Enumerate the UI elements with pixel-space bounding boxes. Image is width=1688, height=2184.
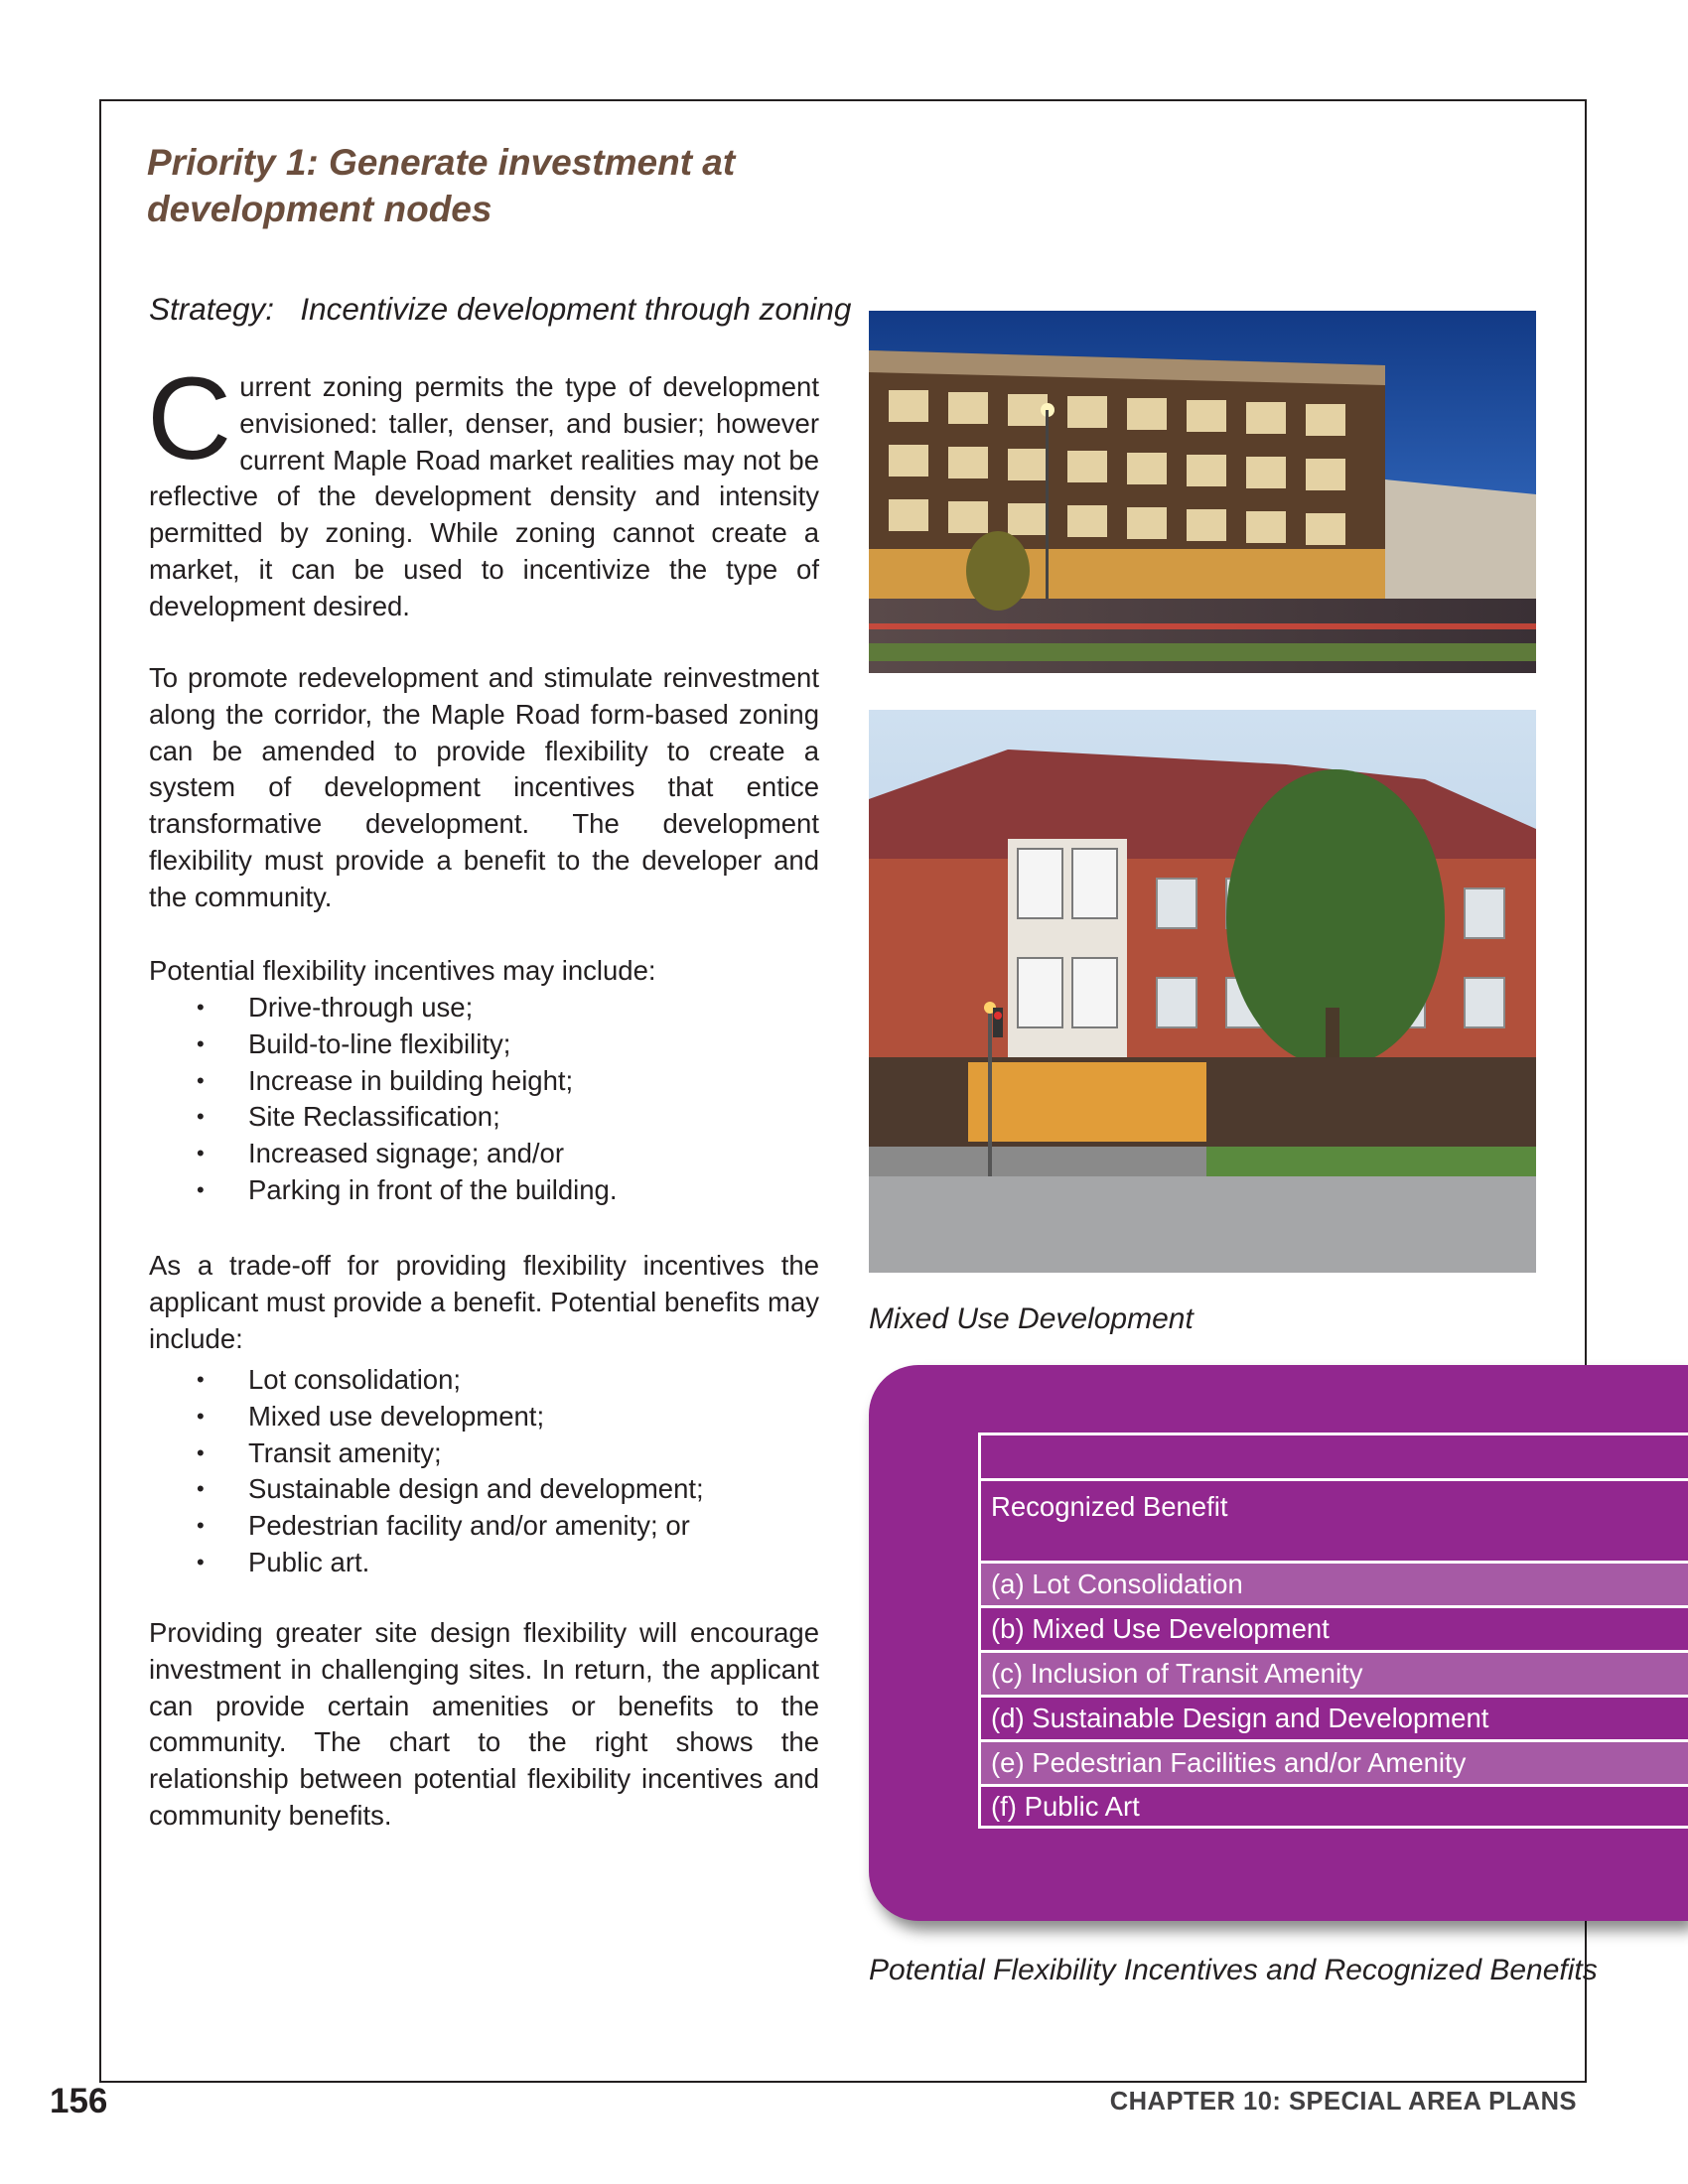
table-cell: (d) Sustainable Design and Development (991, 1703, 1489, 1733)
table-row (981, 1561, 1688, 1605)
photo-brick-building (869, 710, 1536, 1273)
table-row (981, 1739, 1688, 1784)
table-row (981, 1605, 1688, 1650)
table-header-label: Recognized Benefit (991, 1491, 1228, 1522)
chapter-footer: CHAPTER 10: SPECIAL AREA PLANS (1109, 2088, 1577, 2116)
heading-line-1: Priority 1: Generate investment at (147, 142, 736, 183)
drop-cap: C (147, 353, 232, 484)
benefits-table (978, 1433, 1688, 1829)
intro-paragraph (147, 353, 819, 625)
list-item: • Site Reclassification; (149, 1099, 819, 1136)
table-cell: (c) Inclusion of Transit Amenity (991, 1658, 1363, 1689)
list-item: • Mixed use development; (149, 1399, 819, 1435)
incentives-list (149, 990, 819, 1209)
table-cell: (a) Lot Consolidation (991, 1569, 1243, 1599)
table-row (981, 1650, 1688, 1695)
photo-modern-building (869, 311, 1536, 673)
benefits-list (149, 1362, 819, 1581)
table-caption: Potential Flexibility Incentives and Recognized Benefits (869, 1954, 1598, 1986)
table-cell: (b) Mixed Use Development (991, 1613, 1330, 1644)
intro-text: urrent zoning permits the type of development envisioned: taller, denser, and busier; however current Maple Road market realities may not be reflective of the development density and intensity permitted by zoning. While zoning cannot create a market, it can be used to incentivize the type of development desired. (149, 371, 819, 621)
heading-line-2: development nodes (147, 189, 492, 229)
section-heading (147, 139, 862, 232)
list-item: • Sustainable design and development; (149, 1471, 819, 1508)
table-row (981, 1784, 1688, 1829)
list-item: • Transit amenity; (149, 1435, 819, 1472)
table-header (981, 1478, 1688, 1561)
table-blank-row (981, 1433, 1688, 1478)
list-item: • Increase in building height; (149, 1063, 819, 1100)
closing-paragraph: Providing greater site design flexibility will encourage investment in challenging sites. In return, the applicant can provide certain amenities or benefits to the community. The chart to the right shows the relationship between potential flexibility incentives and community benefits. (149, 1617, 819, 1831)
table-row (981, 1695, 1688, 1739)
tradeoff-paragraph: As a trade-off for providing flexibility incentives the applicant must provide a benefit. Potential benefits may include: (149, 1250, 819, 1354)
list-item: • Increased signage; and/or (149, 1136, 819, 1172)
table-cell: (e) Pedestrian Facilities and/or Amenity (991, 1747, 1467, 1778)
photo-caption: Mixed Use Development (869, 1302, 1194, 1335)
list-item: • Public art. (149, 1545, 819, 1581)
benefits-panel (869, 1365, 1688, 1921)
incentives-intro: Potential flexibility incentives may include: (149, 955, 656, 986)
promote-paragraph: To promote redevelopment and stimulate reinvestment along the corridor, the Maple Road form-based zoning can be amended to provide flexibility to create a system of development incentives that entice transformative development. The development flexibility must provide a benefit to the developer and the community. (149, 662, 819, 912)
list-item: • Pedestrian facility and/or amenity; or (149, 1508, 819, 1545)
strategy-subheading: Strategy: Incentivize development through zoning (149, 291, 852, 327)
list-item: • Build-to-line flexibility; (149, 1026, 819, 1063)
table-cell: (f) Public Art (991, 1790, 1140, 1822)
page-number: 156 (50, 2082, 108, 2120)
list-item: • Drive-through use; (149, 990, 819, 1026)
list-item: • Parking in front of the building. (149, 1172, 819, 1209)
list-item: • Lot consolidation; (149, 1362, 819, 1399)
